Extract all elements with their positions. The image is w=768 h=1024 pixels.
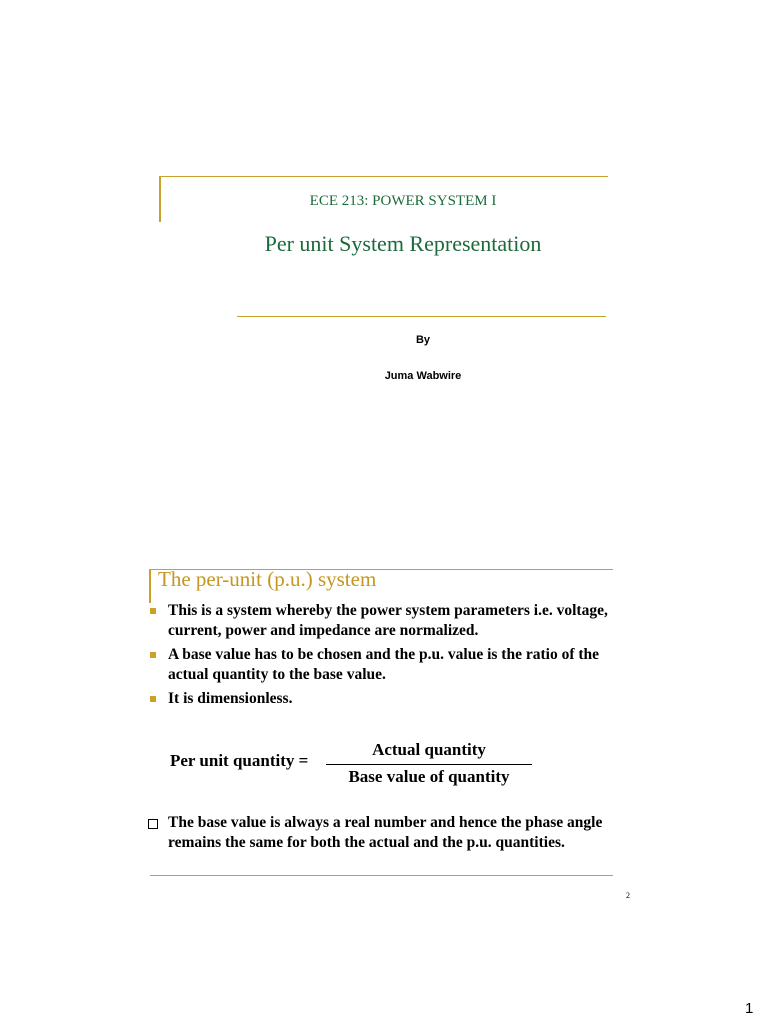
equation-denominator: Base value of quantity bbox=[348, 767, 510, 786]
slide2-title: The per-unit (p.u.) system bbox=[158, 567, 377, 591]
note-text: The base value is always a real number and hence the phase angle remains the same for both the actual and the p.u. quantities. bbox=[168, 814, 603, 851]
slide2-bottom-rule bbox=[150, 875, 613, 876]
slide2-left-rule bbox=[149, 569, 151, 603]
bullet-square-icon bbox=[150, 696, 156, 702]
author-name: Juma Wabwire bbox=[384, 370, 462, 382]
slide1-bottom-rule bbox=[237, 316, 606, 317]
course-title: ECE 213: POWER SYSTEM I bbox=[309, 193, 497, 209]
note-item bbox=[148, 813, 638, 853]
equation-lhs: Per unit quantity = bbox=[170, 751, 309, 770]
fraction-bar bbox=[326, 764, 532, 765]
bullet-square-icon bbox=[150, 652, 156, 658]
slide1-top-rule bbox=[160, 176, 608, 177]
list-item: A base value has to be chosen and the p.u. value is the ratio of the actual quantity to the base value. bbox=[148, 645, 628, 685]
list-item: This is a system whereby the power system parameters i.e. voltage, current, power and impedance are normalized. bbox=[148, 601, 628, 641]
bullet-square-icon bbox=[150, 608, 156, 614]
by-label: By bbox=[415, 334, 431, 346]
bullet-list bbox=[148, 601, 628, 713]
checkbox-bullet-icon bbox=[148, 819, 158, 829]
sheet-page-number: 1 bbox=[745, 1000, 754, 1017]
slide1-title: Per unit System Representation bbox=[264, 231, 542, 256]
list-item: It is dimensionless. bbox=[148, 689, 628, 709]
equation-numerator: Actual quantity bbox=[372, 740, 486, 759]
slide-page-number: 2 bbox=[626, 891, 630, 900]
